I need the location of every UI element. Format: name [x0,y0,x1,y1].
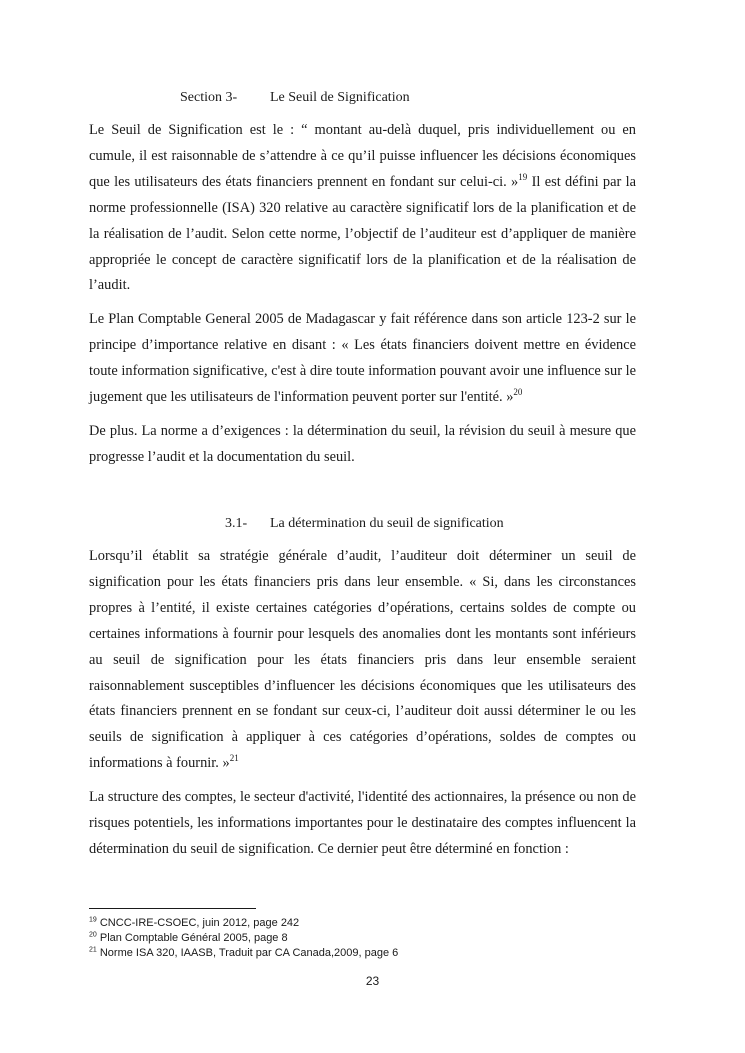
subsection-number: 3.1- [225,516,248,531]
paragraph-2-text: Le Plan Comptable General 2005 de Madagascar y fait référence dans son article 123-2 sur le principe d’importance relative en disant : « Les états financiers doivent mettre en évidence toute information significative, c'est à dire toute information pouvant avoir une influence sur le jugement que les utilisateurs de l'information peuvent porter sur l'entité. » [89,311,636,405]
footnote-19 [89,916,299,930]
footnote-21 [89,946,398,960]
paragraph-2 [89,307,636,411]
footnote-20-ref: 20 [89,931,97,939]
paragraph-5-text: La structure des comptes, le secteur d'activité, l'identité des actionnaires, la présence ou non de risques potentiels, les informations importantes pour le destinataire des comptes influencent la détermination du seuil de signification. Ce dernier peut être déterminé en fonction : [89,789,636,857]
section-number: Section 3- [180,90,238,105]
page-number: 23 [365,974,380,988]
footnote-ref-19: 19 [518,172,528,183]
footnote-19-text: CNCC-IRE-CSOEC, juin 2012, page 242 [99,917,300,929]
subsection-title: La détermination du seuil de signification [270,516,504,531]
paragraph-3 [89,419,636,471]
footnote-19-ref: 19 [89,916,97,924]
paragraph-1-text: Le Seuil de Signification est le : “ montant au-delà duquel, pris individuellement ou en cumule, il est raisonnable de s’attendre à ce qu’il puisse influencer les décisions économiques que les utilisateurs des états financiers prennent en fondant sur celui-ci. » [89,122,636,190]
paragraph-1-tail: Il est défini par la norme professionnelle (ISA) 320 relative au caractère significatif lors de la planification et de la réalisation de l’audit. Selon cette norme, l’objectif de l’auditeur est d’appliquer de manière appropriée le concept de caractère significatif lors de la planification et de la réalisation de l’audit. [89,173,637,294]
paragraph-4 [89,544,636,777]
footnote-20-text: Plan Comptable Général 2005, page 8 [99,932,288,944]
footnote-21-text: Norme ISA 320, IAASB, Traduit par CA Canada,2009, page 6 [99,947,399,959]
paragraph-5 [89,785,636,863]
subsection-heading [225,515,504,533]
paragraph-4-text: Lorsqu’il établit sa stratégie générale d’audit, l’auditeur doit déterminer un seuil de signification pour les états financiers pris dans leur ensemble. « Si, dans les circonstances propres à l’entité, il existe certaines catégories d’opérations, certains soldes de compte ou certaines informations à fournir pour lesquels des anomalies dont les montants sont inférieurs au seuil de signification pour les états financiers pris dans leur ensemble seraient raisonnablement susceptibles d’influencer les décisions économiques que les utilisateurs des états financiers prennent en se fondant sur ceux-ci, l’auditeur doit aussi déterminer le ou les seuils de signification à appliquer à ces catégories d’opérations, soldes de comptes ou informations à fournir. » [89,548,636,772]
footnote-separator [89,908,256,909]
footnote-20 [89,931,288,945]
footnote-ref-20: 20 [513,386,523,397]
section-heading [180,89,410,107]
paragraph-3-text: De plus. La norme a d’exigences : la détermination du seuil, la révision du seuil à mesure que progresse l’audit et la documentation du seuil. [89,423,636,465]
paragraph-1 [89,118,636,299]
footnote-21-ref: 21 [89,946,97,954]
footnote-ref-21: 21 [229,753,239,764]
section-title: Le Seuil de Signification [270,90,410,105]
